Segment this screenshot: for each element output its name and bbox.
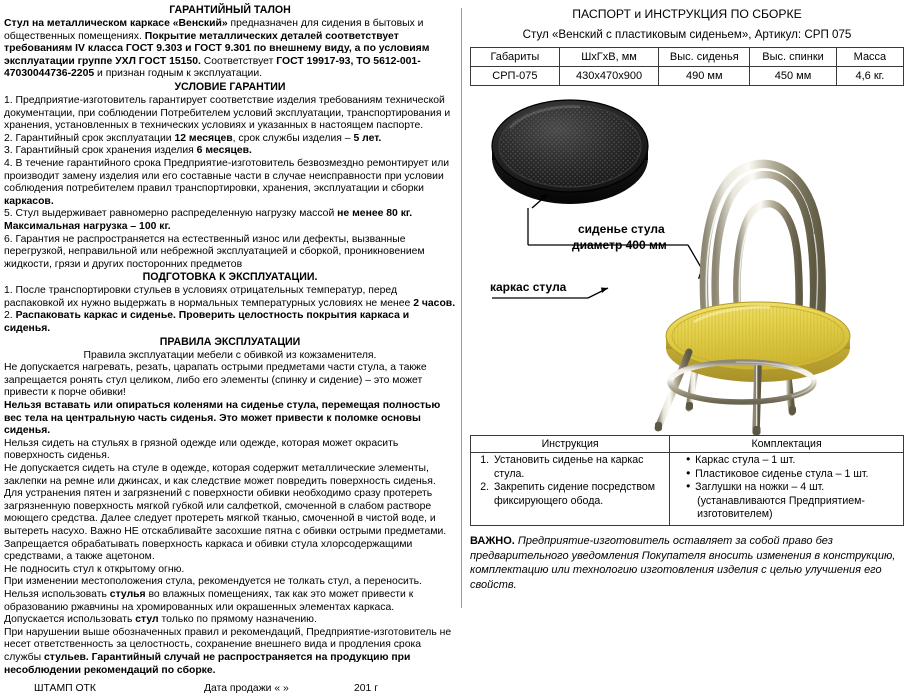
intro-standards: Покрытие металлических деталей соответствует требованиям IV класса ГОСТ 9.303 и ГОСТ 9.301 по внешнему виду, а по условиям эксплуатации группе УХЛ ГОСТ 15150. <box>4 30 430 67</box>
clause-text: При изменении местоположения стула, рекомендуется не толкать стул, а переносить. <box>4 576 422 588</box>
chair-illustration <box>470 90 904 435</box>
important-notice <box>470 534 904 592</box>
instr-header-instruction: Инструкция <box>471 436 670 453</box>
otk-stamp-label: ШТАМП ОТК <box>34 683 96 694</box>
clause-text: 3. Гарантийный срок хранения изделия <box>4 145 197 157</box>
clause-text: Нельзя сидеть на стульях в грязной одежде или одежде, которая может окрасить поверхность сиденья. <box>4 437 399 462</box>
clause-paragraph <box>4 488 456 538</box>
spec-cell-dimensions: 430х470х900 <box>559 67 659 86</box>
important-keyword: ВАЖНО. <box>470 534 515 547</box>
clause-emphasis: стульев. Гарантийный случай не распространяется на продукцию при несоблюдении рекомендаций по сборке. <box>4 651 411 676</box>
spec-header-cell: ШхГхВ, мм <box>559 48 659 67</box>
clause-paragraph <box>4 564 456 577</box>
intro-paragraph <box>4 18 456 81</box>
instr-body-row <box>471 453 904 526</box>
assembly-step: 2. Закрепить сидение посредством фиксирующего обода. <box>492 481 665 508</box>
clause-emphasis: не менее 80 кг. <box>337 208 413 220</box>
parts-list <box>674 454 899 522</box>
clause-paragraph <box>4 400 456 438</box>
clause-paragraph <box>4 158 456 208</box>
spec-data-row <box>471 67 904 86</box>
clause-text: Не допускается сидеть на стуле в одежде, которая содержит металлические элементы, заклепки на ремне или джинсах, и как следствие может повредить поверхность сиденья. <box>4 463 436 487</box>
clause-text: Запрещается обрабатывать поверхность каркаса и обивки стула хлорсодержащими средствами, а также ацетоном. <box>4 538 413 563</box>
spec-header-cell: Выс. сиденья <box>659 48 750 67</box>
usage-rules-subheading: Правила эксплуатации мебели с обивкой из кожзаменителя. <box>83 349 377 361</box>
warranty-conditions-heading: УСЛОВИЕ ГАРАНТИИ <box>174 80 286 93</box>
clause-paragraph <box>4 95 456 133</box>
clause-text: 2. Гарантийный срок эксплуатации <box>4 132 175 144</box>
assembly-steps-list <box>475 454 665 508</box>
part-item: • Каркас стула – 1 шт. <box>686 454 899 468</box>
preparation-heading: ПОДГОТОВКА К ЭКСПЛУАТАЦИИ. <box>142 271 318 284</box>
clause-text: Допускается использовать <box>4 614 136 626</box>
clause-paragraph <box>4 463 456 488</box>
clause-paragraph <box>4 539 456 564</box>
intro-text-3: и признан годным к эксплуатации. <box>94 68 263 80</box>
usage-rules-list <box>4 362 456 677</box>
clause-emphasis: каркасов. <box>4 195 54 207</box>
clause-emphasis: 6 месяцев. <box>196 145 252 157</box>
spec-cell-mass: 4,6 кг. <box>836 67 903 86</box>
intro-text-1: предназначен для сидения в бытовых и общественных помещениях. <box>4 18 424 42</box>
clause-text: только по прямому назначению. <box>158 614 317 626</box>
clause-paragraph <box>4 285 456 310</box>
seat-callout-label-line1: сиденье стула <box>578 222 665 236</box>
clause-text: 5. Стул выдерживает равномерно распределенную нагрузку массой <box>4 208 338 220</box>
clause-emphasis: 2 часов. <box>413 297 456 309</box>
clause-paragraph <box>4 234 456 272</box>
passport-column <box>462 0 910 614</box>
assembly-instruction-table <box>470 435 904 526</box>
passport-subtitle: Стул «Венский с пластиковым сиденьем», Артикул: СРП 075 <box>522 28 852 41</box>
clause-text: во влажных помещениях, так как это может привести к образованию ржавчины на хромированных или окрашенных элементах каркаса. <box>4 588 414 613</box>
frame-callout-label: каркас стула <box>490 280 567 294</box>
clause-paragraph <box>4 145 456 158</box>
clause-emphasis: 5 лет. <box>353 132 382 144</box>
instr-header-row <box>471 436 904 453</box>
spec-cell-seat-height: 490 мм <box>659 67 750 86</box>
clause-paragraph <box>4 589 456 614</box>
spec-header-cell: Масса <box>836 48 903 67</box>
passport-title: ПАСПОРТ и ИНСТРУКЦИЯ ПО СБОРКЕ <box>572 7 802 21</box>
seat-callout-leader <box>528 194 706 279</box>
clause-text: Нельзя использовать <box>4 588 110 600</box>
preparation-list <box>4 285 456 335</box>
part-item: • Пластиковое сиденье стула – 1 шт. <box>686 468 899 482</box>
clause-paragraph <box>4 627 456 677</box>
clause-text: 2. <box>4 310 16 322</box>
clause-emphasis: стул <box>135 614 159 626</box>
part-item: • Заглушки на ножки – 4 шт. (устанавливаются Предприятием-изготовителем) <box>686 481 899 522</box>
clause-text: Не подносить стул к открытому огню. <box>4 563 185 575</box>
intro-product-name: Стул на металлическом каркасе «Венский» <box>4 18 228 29</box>
intro-text-2: Соответствует <box>200 55 277 67</box>
sale-year-field[interactable]: 201 г <box>354 683 379 694</box>
instr-steps-cell <box>471 453 670 526</box>
spec-cell-back-height: 450 мм <box>750 67 837 86</box>
clause-text: 4. В течение гарантийного срока Предприятие-изготовитель безвозмездно ремонтирует или производит замену изделия или его составные части в случае неисправности при условии соблюдения потребителем правил транспортировки, хранения, эксплуатации и сборки <box>4 157 450 195</box>
spec-header-cell: Габариты <box>471 48 560 67</box>
black-seat-part <box>492 100 648 204</box>
specification-table <box>470 47 904 86</box>
clause-emphasis: Распаковать каркас и сиденье. Проверить целостность покрытия каркаса и сиденья. <box>4 310 410 335</box>
clause-emphasis: стулья <box>109 588 146 600</box>
clause-paragraph <box>4 438 456 463</box>
document-footer <box>4 683 456 694</box>
chair-illustration-svg <box>470 90 906 435</box>
warranty-conditions-list <box>4 95 456 271</box>
spec-header-row <box>471 48 904 67</box>
clause-text: , срок службы изделия – <box>232 132 354 144</box>
clause-emphasis: Нельзя вставать или опираться коленями на сиденье стула, перемещая полностью вес тела на центральную часть сиденья. Это может привести к поломке основы сиденья. <box>4 400 441 437</box>
important-text: Предприятие-изготовитель оставляет за собой право без предварительного уведомления Покупателя вносить изменения в конструкцию, комплектацию или технологию изготовления изделия с целью улучшения его свойств. <box>470 534 896 591</box>
clause-paragraph <box>4 133 456 146</box>
clause-text: Не допускается нагревать, резать, царапать острыми предметами части стула, а также запрещается ронять стул целиком, либо его элементы (спинку и сидение) – это может привести к порче обивки! <box>4 362 427 399</box>
assembly-step: 1. Установить сиденье на каркас стула. <box>492 454 665 481</box>
clause-paragraph <box>4 310 456 335</box>
seat-callout-label-line2: диаметр 400 мм <box>572 238 667 252</box>
clause-text: При нарушении выше обозначенных правил и рекомендаций, Предприятие-изготовитель не несет ответственность за целостность, сохранение внешнего вида и продления срока службы <box>4 626 452 663</box>
clause-emphasis: 12 месяцев <box>174 132 233 144</box>
clause-paragraph <box>4 614 456 627</box>
clause-text: Для устранения пятен и загрязнений с поверхности обивки необходимо сразу протереть загрязненную поверхность мягкой губкой или салфеткой, смоченной в слабом растворе моющего средства. Далее следует протереть мягкой тканью, смоченной в чистой воде, и вытереть насухо. Важно НЕ отскабливайте засохшие пятна с обивки острыми предметами. <box>4 488 447 537</box>
usage-rules-heading: ПРАВИЛА ЭКСПЛУАТАЦИИ <box>159 335 301 348</box>
sale-date-field[interactable]: Дата продажи « » <box>204 683 289 694</box>
instr-parts-cell <box>670 453 904 526</box>
clause-emphasis: Максимальная нагрузка – 100 кг. <box>4 220 171 232</box>
clause-text: 1. После транспортировки стульев в условиях отрицательных температур, перед распаковкой их нужно выдержать в нормальных температурных условиях не менее <box>4 285 414 309</box>
spec-cell-article: СРП-075 <box>471 67 560 86</box>
intro-gost-codes: ГОСТ 19917-93, ТО 5612-001-47030044736-2205 <box>4 55 421 80</box>
spec-header-cell: Выс. спинки <box>750 48 837 67</box>
clause-paragraph <box>4 362 456 400</box>
assembled-chair <box>655 164 850 435</box>
instr-header-contents: Комплектация <box>670 436 904 453</box>
clause-paragraph <box>4 208 456 233</box>
clause-text: 6. Гарантия не распространяется на естественный износ или дефекты, вызванные перегрузкой, неправильной или небрежной эксплуатацией и сборкой, проникновением жидкости, грязи и других посторонних предметов <box>4 233 425 270</box>
part-item-note: (устанавливаются Предприятием-изготовителем) <box>697 494 865 521</box>
warranty-title: ГАРАНТИЙНЫЙ ТАЛОН <box>169 4 291 16</box>
clause-paragraph <box>4 576 456 589</box>
clause-text: 1. Предприятие-изготовитель гарантирует соответствие изделия требованиям технической документации, при соблюдении Потребителем условий эксплуатации, транспортирования и хранения, установленных в технических условиях и указанных в настоящем паспорте. <box>4 94 451 132</box>
